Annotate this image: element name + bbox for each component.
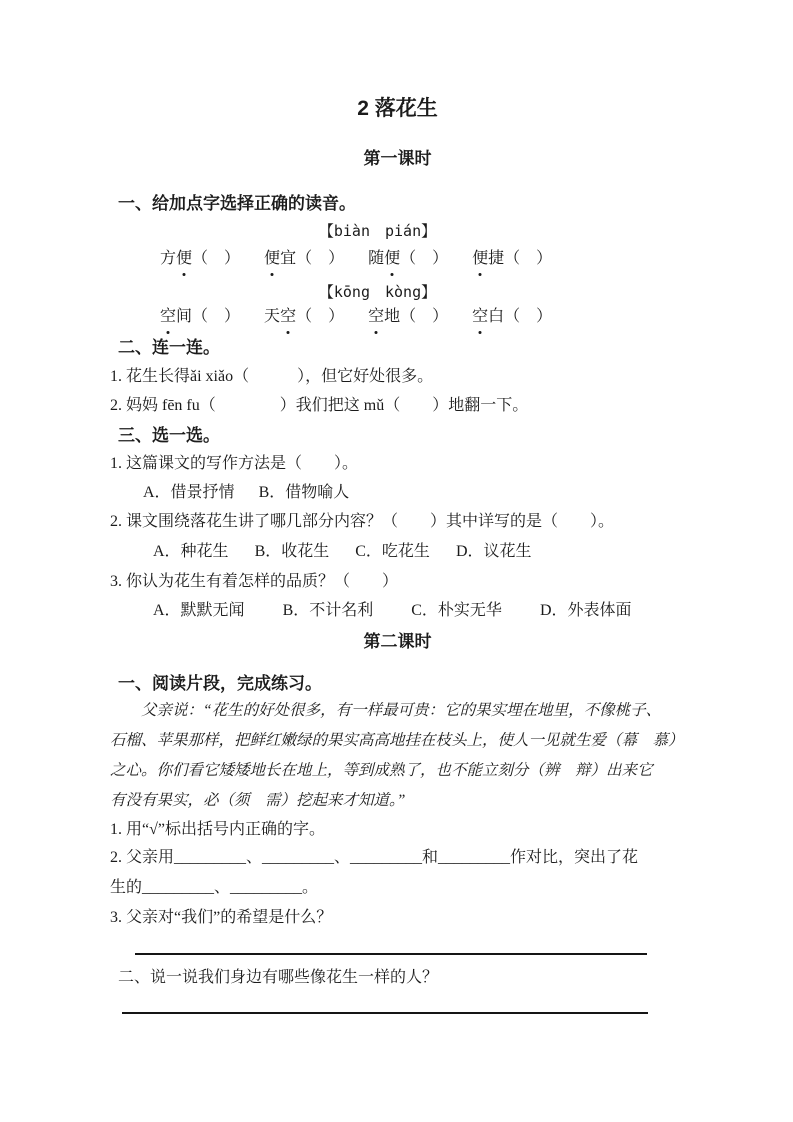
reading-question-blanks: 2. 父亲用_________、_________、_________和_________作对比，突出了花 [110, 849, 639, 866]
mc-options-row [110, 601, 685, 621]
reading-question-blanks: 生的_________、_________。 [110, 879, 319, 896]
word-text: 捷 [488, 250, 505, 267]
answer-blank: （ ） [296, 308, 345, 325]
mc-option: A．种花生 [153, 543, 229, 560]
mc-option: B．收花生 [254, 543, 330, 560]
word-text: 随 [368, 250, 385, 267]
dotted-char: 便 [176, 250, 193, 267]
session-1-title: 第一课时 [363, 149, 432, 168]
pinyin-group-bian: 【biàn pián】 [318, 222, 437, 240]
answer-blank: （ ） [400, 250, 449, 267]
word-item [368, 249, 448, 269]
answer-blank: （ ） [400, 308, 449, 325]
dotted-char: 空 [472, 308, 489, 325]
mc-question: 3. 你认为花生有着怎样的品质？（ ） [110, 573, 399, 590]
mc-option: D．外表体面 [539, 602, 632, 619]
word-item [264, 307, 344, 327]
word-text: 白 [488, 308, 505, 325]
reading-section-heading: 一、阅读片段，完成练习。 [118, 674, 322, 693]
answer-blank: （ ） [192, 250, 241, 267]
mc-option: C．朴实无华 [411, 602, 502, 619]
mc-options-row [110, 542, 685, 562]
passage-line: 石榴、苹果那样，把鲜红嫩绿的果实高高地挂在枝头上，使人一见就生爱（幕 慕） [110, 732, 684, 749]
passage-line: 之心。你们看它矮矮地长在地上，等到成熟了，也不能立刻分（辨 辩）出来它 [110, 762, 653, 779]
answer-line [135, 953, 647, 955]
word-text: 宜 [280, 250, 297, 267]
mc-option: A．默默无闻 [153, 602, 245, 619]
page-title: 2 落花生 [357, 97, 438, 120]
word-row-kong [110, 307, 685, 336]
dotted-char: 便 [384, 250, 401, 267]
passage-line: 有没有果实，必（须 需）挖起来才知道。” [110, 792, 406, 809]
pinyin-group-kong: 【kōng kòng】 [318, 283, 437, 301]
fill-in-item: 1. 花生长得ǎi xiǎo（ ），但它好处很多。 [110, 368, 434, 385]
answer-blank: （ ） [296, 250, 345, 267]
word-item [160, 307, 240, 327]
word-text: 天 [264, 308, 281, 325]
word-item [472, 249, 552, 269]
reading-passage [110, 696, 685, 816]
dotted-char: 空 [280, 308, 297, 325]
word-item [472, 307, 552, 327]
word-row-bian [110, 249, 685, 278]
word-item [264, 249, 344, 269]
section-2-heading: 二、连一连。 [118, 338, 220, 357]
word-item [160, 249, 240, 269]
dotted-char: 便 [264, 250, 281, 267]
mc-option: B．不计名利 [282, 602, 374, 619]
section-3-heading: 三、选一选。 [118, 426, 220, 445]
reading-question: 3. 父亲对“我们”的希望是什么？ [110, 909, 333, 926]
answer-blank: （ ） [192, 308, 241, 325]
word-item [368, 307, 448, 327]
dotted-char: 空 [368, 308, 385, 325]
mc-option: D．议花生 [455, 543, 532, 560]
answer-blank: （ ） [504, 250, 553, 267]
mc-question: 2. 课文围绕落花生讲了哪几部分内容？（ ）其中详写的是（ ）。 [110, 513, 615, 530]
mc-option: B．借物喻人 [258, 484, 350, 501]
answer-blank: （ ） [504, 308, 553, 325]
mc-question: 1. 这篇课文的写作方法是（ ）。 [110, 455, 359, 472]
mc-option: C．吃花生 [355, 543, 430, 560]
session-2-title: 第二课时 [363, 632, 432, 651]
word-text: 间 [176, 308, 193, 325]
mc-options-row [110, 483, 685, 503]
word-text: 地 [384, 308, 401, 325]
passage-line: 父亲说：“花生的好处很多，有一样最可贵：它的果实埋在地里，不像桃子、 [141, 702, 662, 719]
dotted-char: 便 [472, 250, 489, 267]
discussion-heading: 二、说一说我们身边有哪些像花生一样的人？ [118, 969, 439, 986]
word-text: 方 [160, 250, 177, 267]
answer-line [122, 1012, 648, 1014]
mc-option: A．借景抒情 [143, 484, 235, 501]
section-1-heading: 一、给加点字选择正确的读音。 [118, 194, 356, 213]
reading-question: 1. 用“√”标出括号内正确的字。 [110, 821, 325, 838]
fill-in-item: 2. 妈妈 fēn fu（ ）我们把这 mǔ（ ）地翻一下。 [110, 397, 529, 414]
dotted-char: 空 [160, 308, 177, 325]
